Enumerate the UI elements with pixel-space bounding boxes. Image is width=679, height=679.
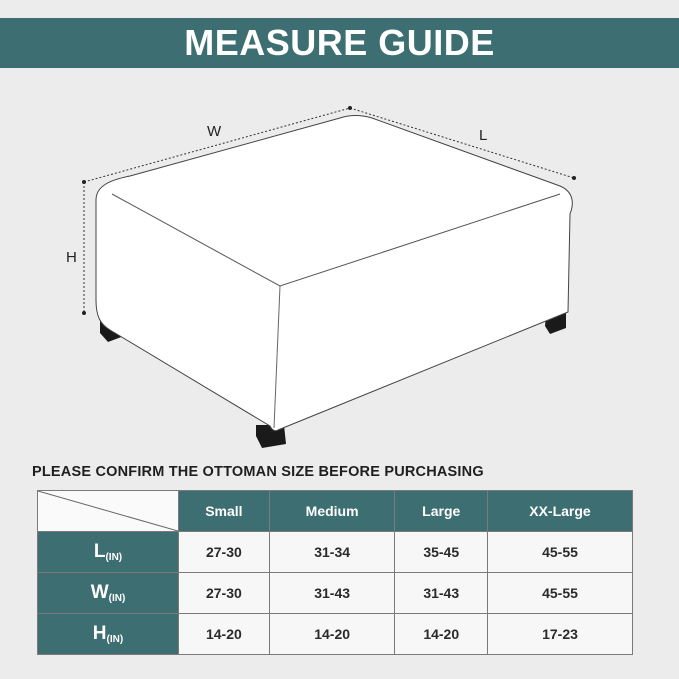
table-cell: 45-55	[487, 532, 632, 573]
page-title: MEASURE GUIDE	[184, 22, 495, 63]
height-label: H	[66, 249, 77, 266]
table-cell: 17-23	[487, 614, 632, 655]
table-cell: 14-20	[395, 614, 488, 655]
column-header-xx-large: XX-Large	[487, 491, 632, 532]
table-corner-cell	[38, 491, 179, 532]
table-cell: 27-30	[179, 532, 270, 573]
row-header-width: $W_{(IN)}$	[38, 573, 179, 614]
table-cell: 14-20	[269, 614, 395, 655]
title-banner	[0, 18, 679, 68]
size-notice: PLEASE CONFIRM THE OTTOMAN SIZE BEFORE PURCHASING	[32, 464, 484, 480]
table-cell: 31-34	[269, 532, 395, 573]
table-cell: 31-43	[395, 573, 488, 614]
length-label: L	[479, 127, 488, 144]
table-cell: 27-30	[179, 573, 270, 614]
row-header-height: $H_{(IN)}$	[38, 614, 179, 655]
table-row	[38, 532, 633, 573]
width-label: W	[207, 123, 222, 140]
ottoman-diagram	[0, 90, 679, 460]
row-header-length: $L_{(IN)}$	[38, 532, 179, 573]
table-cell: 31-43	[269, 573, 395, 614]
table-row	[38, 614, 633, 655]
column-header-small: Small	[179, 491, 270, 532]
table-row	[38, 573, 633, 614]
column-header-large: Large	[395, 491, 488, 532]
size-chart-table	[37, 490, 633, 655]
table-header-row	[38, 491, 633, 532]
table-cell: 35-45	[395, 532, 488, 573]
table-cell: 45-55	[487, 573, 632, 614]
table-cell: 14-20	[179, 614, 270, 655]
ottoman-body	[96, 115, 572, 430]
column-header-medium: Medium	[269, 491, 395, 532]
